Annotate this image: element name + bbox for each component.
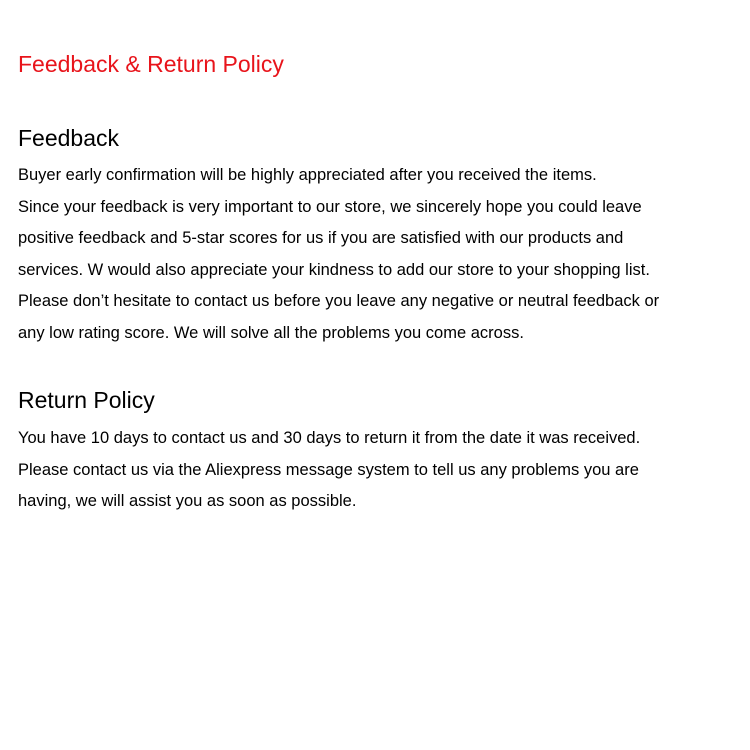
return-policy-body — [18, 423, 733, 518]
page-title: Feedback & Return Policy — [18, 51, 284, 77]
feedback-body — [18, 160, 733, 350]
feedback-line: Buyer early confirmation will be highly appreciated after you received the items. — [18, 166, 597, 184]
feedback-line: Please don’t hesitate to contact us before you leave any negative or neutral feedback or — [18, 292, 660, 311]
feedback-line: any low rating score. We will solve all the problems you come across. — [18, 323, 524, 342]
return-policy-line: Please contact us via the Aliexpress message system to tell us any problems you are — [18, 460, 639, 479]
feedback-heading: Feedback — [18, 125, 120, 151]
feedback-line: Since your feedback is very important to our store, we sincerely hope you could leave — [18, 197, 642, 216]
feedback-line: positive feedback and 5-star scores for us if you are satisfied with our products and — [18, 229, 624, 248]
return-policy-line: having, we will assist you as soon as possible. — [18, 492, 357, 511]
return-policy-line: You have 10 days to contact us and 30 days to return it from the date it was received. — [18, 429, 641, 447]
return-policy-heading: Return Policy — [18, 387, 155, 413]
feedback-line: services. W would also appreciate your kindness to add our store to your shopping list. — [18, 260, 650, 279]
